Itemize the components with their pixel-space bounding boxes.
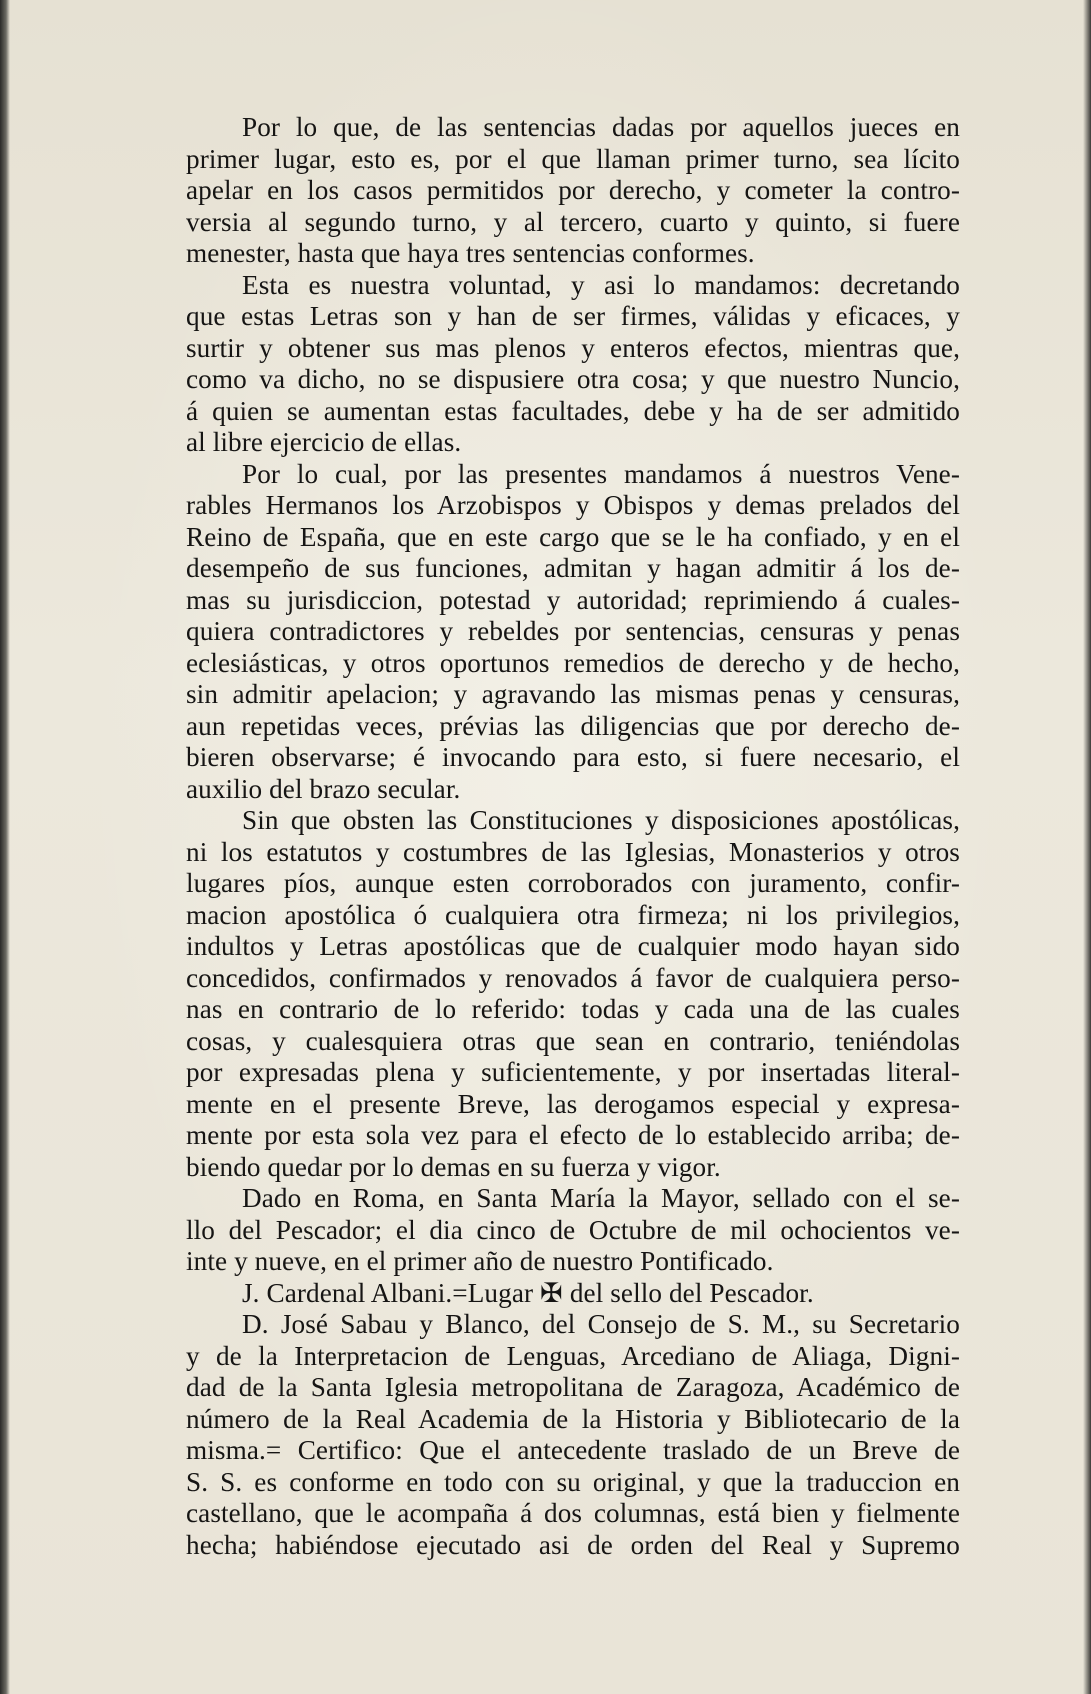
text-line: Por lo que, de las sentencias dadas por aquellos jueces en [242,112,960,142]
text-line: llo del Pescador; el dia cinco de Octubre de mil ochocientos ve- [186,1214,960,1245]
text-line: sin admitir apelacion; y agravando las mismas penas y censuras, [186,679,960,709]
page-right-edge [1083,0,1091,1694]
text-line: Esta es nuestra voluntad, y asi lo mandamos: decretando [242,269,960,300]
text-line: versia al segundo turno, y al tercero, cuarto y quinto, si fuere [186,206,960,237]
text-line: Reino de España, que en este cargo que se le ha confiado, y en el [186,521,960,552]
text-line: como va dicho, no se dispusiere otra cosa; y que nuestro Nuncio, [186,364,960,394]
text-line: que estas Letras son y han de ser firmes, válidas y eficaces, y [186,301,960,331]
text-line: S. S. es conforme en todo con su original, y que la traduccion en [186,1466,960,1497]
text-line: auxilio del brazo secular. [186,773,461,804]
text-line: eclesiásticas, y otros oportunos remedios de derecho y de hecho, [186,647,960,678]
text-line: mas su jurisdiccion, potestad y autoridad; reprimiendo á cuales- [186,584,960,615]
text-line: primer lugar, esto es, por el que llaman primer turno, sea lícito [186,143,960,174]
text-line: Por lo cual, por las presentes mandamos á nuestros Vene- [242,458,960,489]
paragraph-certification [130,1309,960,1561]
text-line: apelar en los casos permitidos por derecho, y cometer la contro- [186,175,960,205]
text-line: nas en contrario de lo referido: todas y cada una de las cuales [186,994,960,1024]
paragraph-will [130,270,960,459]
text-line: bieren observarse; é invocando para esto, si fuere necesario, el [186,742,960,772]
text-line: indultos y Letras apostólicas que de cualquier modo hayan sido [186,931,960,961]
text-line: por expresadas plena y suficientemente, y por insertadas literal- [186,1057,960,1087]
text-line: mente en el presente Breve, las derogamos especial y expresa- [186,1088,960,1119]
text-line: al libre ejercicio de ellas. [186,427,462,457]
body-text [130,112,960,1561]
text-line: y de la Interpretacion de Lenguas, Arcediano de Aliaga, Digni- [186,1340,960,1371]
text-line: castellano, que le acompaña á dos columnas, está bien y fielmente [186,1498,960,1528]
text-line: á quien se aumentan estas facultades, debe y ha de ser admitido [186,395,960,426]
text-line: macion apostólica ó cualquiera otra firmeza; ni los privilegios, [186,899,960,930]
paragraph-appeal [130,112,960,270]
text-line: rables Hermanos los Arzobispos y Obispos y demas prelados del [186,490,960,520]
text-line: desempeño de sus funciones, admitan y hagan admitir á los de- [186,553,960,583]
page-left-edge [0,0,10,1694]
paragraph-signature [130,1278,960,1310]
text-line: Sin que obsten las Constituciones y disposiciones apostólicas, [242,805,960,835]
text-line: lugares píos, aunque esten corroborados con juramento, confir- [186,868,960,898]
text-line: mente por esta sola vez para el efecto de lo establecido arriba; de- [186,1120,960,1150]
text-line: ni los estatutos y costumbres de las Iglesias, Monasterios y otros [186,836,960,867]
text-line: inte y nueve, en el primer año de nuestro Pontificado. [186,1246,774,1276]
text-line: biendo quedar por lo demas en su fuerza y vigor. [186,1151,721,1182]
text-line: Dado en Roma, en Santa María la Mayor, sellado con el se- [242,1183,960,1213]
text-line: D. José Sabau y Blanco, del Consejo de S. M., su Secretario [242,1309,960,1339]
text-line: dad de la Santa Iglesia metropolitana de Zaragoza, Académico de [186,1372,960,1402]
text-line: número de la Real Academia de la Historia y Bibliotecario de la [186,1403,960,1434]
text-line: hecha; habiéndose ejecutado asi de orden del Real y Supremo [186,1529,960,1560]
text-line: quiera contradictores y rebeldes por sentencias, censuras y penas [186,616,960,646]
text-line: misma.= Certifico: Que el antecedente traslado de un Breve de [186,1435,960,1465]
text-line: concedidos, confirmados y renovados á favor de cualquiera perso- [186,962,960,993]
text-line: aun repetidas veces, prévias las diligencias que por derecho de- [186,710,960,741]
text-line: menester, hasta que haya tres sentencias conformes. [186,238,755,268]
text-line: surtir y obtener sus mas plenos y enteros efectos, mientras que, [186,332,960,363]
paragraph-notwithstanding [130,805,960,1183]
text-line: J. Cardenal Albani.=Lugar ✠ del sello del Pescador. [242,1277,814,1308]
paragraph-mandate [130,459,960,806]
text-line: cosas, y cualesquiera otras que sean en contrario, teniéndolas [186,1025,960,1056]
paragraph-dated [130,1183,960,1278]
